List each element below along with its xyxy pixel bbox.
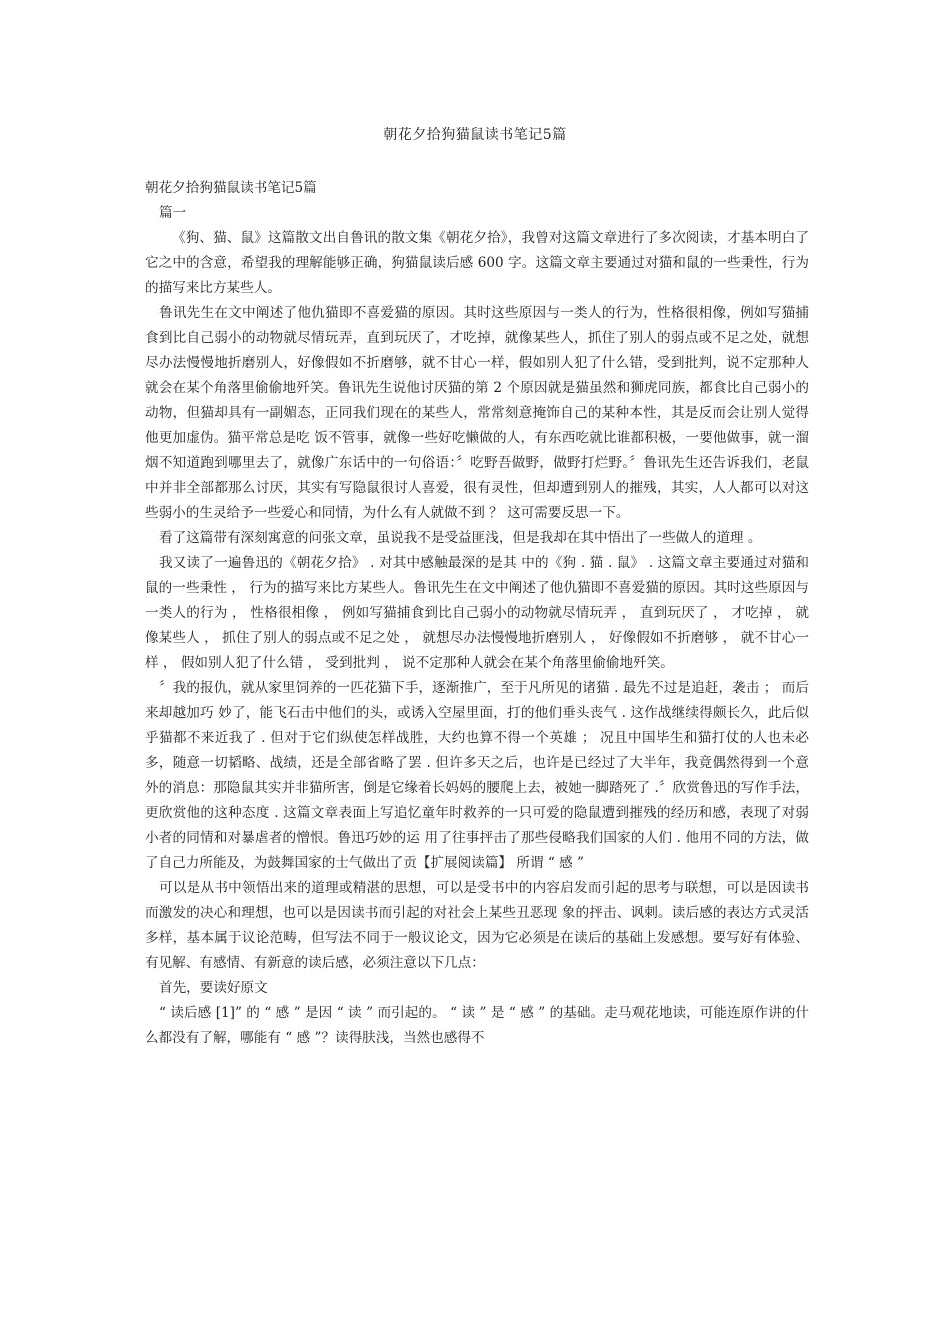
- section-heading: 篇一: [159, 205, 187, 221]
- paragraph: 看了这篇带有深刻寓意的问张文章，虽说我不是受益匪浅，但是我却在其中悟出了一些做人的道理 。: [159, 530, 762, 546]
- paragraph: “ 读后感 [1]” 的 “ 感 ” 是因 “ 读 ” 而引起的。 “ 读 ” 是 “ 感 ” 的基础。走马观花地读，可能连原作讲的什么都没有了解，哪能有 “ 感 ”？读得肤浅，当然也感得不: [145, 1005, 809, 1046]
- document-body: [145, 176, 809, 1051]
- paragraph: 我又读了一遍鲁迅的《朝花夕拾》 . 对其中感触最深的是其 中的《狗 . 猫 . 鼠》 . 这篇文章主要通过对猫和鼠的一些秉性 ， 行为的描写来比方某些人。鲁讯先生在文中阐述了他仇猫即不喜爱猫的原因。其时这些原因与一类人的行为 ， 性格很相像 ， 例如写猫捕食到比自己弱小的动物就尽情玩弄 ， 直到玩厌了 ， 才吃掉 ， 就像某些人 ， 抓住了别人的弱点或不足之处 ， 就想尽办法慢慢地折磨别人 ， 好像假如不折磨够 ， 就不甘心一样 ， 假如别人犯了什么错 ， 受到批判 ， 说不定那种人就会在某个角落里偷偷地歼笑。: [145, 555, 809, 671]
- subtitle: 朝花夕拾狗猫鼠读书笔记5篇: [145, 180, 317, 196]
- paragraph: 首先，要读好原文: [159, 980, 268, 996]
- document-title: 朝花夕拾狗猫鼠读书笔记5篇: [383, 127, 567, 143]
- paragraph: 可以是从书中领悟出来的道理或精湛的思想，可以是受书中的内容启发而引起的思考与联想，可以是因读书而激发的决心和理想，也可以是因读书而引起的对社会上某些丑恶现 象的抨击、讽刺。读后感的表达方式灵活多样，基本属于议论范畴，但写法不同于一般议论文，因为它必须是在读后的基础上发感想。要写好有体验、有见解、有感情、有新意的读后感，必须注意以下几点：: [145, 880, 809, 971]
- paragraph: 鲁讯先生在文中阐述了他仇猫即不喜爱猫的原因。其时这些原因与一类人的行为，性格很相像，例如写猫捕食到比自己弱小的动物就尽情玩弄，直到玩厌了，才吃掉，就像某些人，抓住了别人的弱点或不足之处，就想尽办法慢慢地折磨别人，好像假如不折磨够，就不甘心一样，假如别人犯了什么错，受到批判，说不定那种人就会在某个角落里偷偷地歼笑。鲁讯先生说他讨厌猫的第 2 个原因就是猫虽然和狮虎同族，都食比自己弱小的动物，但猫却具有一副媚态，正同我们现在的某些人，常常刻意掩饰自己的某种本性，其是反而会让别人觉得他更加虚伪。猫平常总是吃 饭不管事，就像一些好吃懒做的人，有东西吃就比谁都积极，一要他做事，就一溜烟不知道跑到哪里去了，就像广东话中的一句俗语：〞吃野吾做野，做野打烂野。〞鲁讯先生还告诉我们，老鼠中并非全部都那么讨厌，其实有写隐鼠很讨人喜爱，很有灵性，但却遭到别人的摧残，其实，人人都可以对这些弱小的生灵给予一些爱心和同情，为什么有人就做不到 ？ 这可需要反思一下。: [145, 305, 809, 521]
- paragraph: 《狗、猫、鼠》这篇散文出自鲁讯的散文集《朝花夕拾》，我曾对这篇文章进行了多次阅读，才基本明白了它之中的含意，希望我的理解能够正确，狗猫鼠读后感 600 字。这篇文章主要通过对猫和鼠的一些秉性，行为的描写来比方某些人。: [145, 230, 809, 296]
- paragraph: 〞我的报仇，就从家里饲养的一匹花猫下手，逐渐推广，至于凡所见的诸猫 . 最先不过是追赶，袭击 ； 而后来却越加巧 妙了，能飞石击中他们的头，或诱入空屋里面，打的他们垂头丧气 . 这作战继续得颇长久，此后似乎猫都不来近我了 . 但对于它们纵使怎样战胜，大约也算不得一个英雄 ； 况且中国毕生和猫打仗的人也未必多，随意一切韬略、战绩，还是全部省略了罢 . 但许多天之后，也许是已经过了大半年，我竟偶然得到一个意外的消息：那隐鼠其实并非猫所害，倒是它缘着长妈妈的腰爬上去，被她一脚踏死了 .〞欣赏鲁迅的写作手法，更欣赏他的这种态度 . 这篇文章表面上写追忆童年时救养的一只可爱的隐鼠遭到摧残的经历和感，表现了对弱小者的同情和对暴虐者的憎恨。鲁迅巧妙的运 用了往事抨击了那些侵略我们国家的人们 . 他用不同的方法，做了自己力所能及，为鼓舞国家的士气做出了贡【扩展阅读篇】 所谓 “ 感 ”: [145, 680, 809, 871]
